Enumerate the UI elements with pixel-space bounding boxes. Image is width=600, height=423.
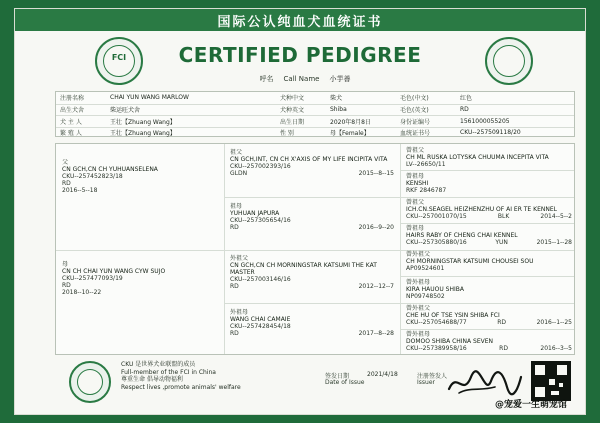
- entry-tag: 曾外祖父: [406, 305, 431, 312]
- footer-en-line2: Respect lives ,promote animals' welfare: [121, 383, 241, 391]
- entry-name: DOMOO SHIBA CHINA SEVEN: [406, 337, 494, 345]
- entry-reg: RKF 2846787: [406, 186, 447, 194]
- qr-corner: [557, 365, 567, 375]
- fci-logo: [95, 37, 143, 85]
- entry-tag: 祖父: [230, 149, 243, 156]
- entry-meta-line: [406, 346, 572, 353]
- pedigree-col-divider: [400, 144, 401, 354]
- entry-reg: CKU--257477093/19: [62, 274, 123, 282]
- info-value: CKU--257509118/20: [460, 129, 521, 137]
- call-name-label-en: Call Name: [283, 75, 320, 83]
- entry-meta-line: [406, 214, 572, 221]
- issue-date-label: 签发日期: [325, 373, 350, 380]
- grandparent: [230, 204, 394, 232]
- grandparent: [230, 310, 394, 338]
- entry-color: RD: [497, 318, 507, 326]
- footer-cn-line1: CKU 是世界犬业联盟的成员: [121, 361, 196, 368]
- entry-tag: 曾祖母: [406, 173, 425, 180]
- entry-reg: AP09524601: [406, 264, 445, 272]
- info-key: 性 别: [280, 130, 294, 138]
- info-value: 红色: [460, 95, 473, 103]
- entry-reg: CKU--257305880/16: [406, 238, 467, 246]
- entry-date: 2017--8--28: [358, 329, 394, 337]
- entry-name: KIRA HAUOU SHIBA: [406, 285, 464, 293]
- entry-name: CH ML RUSKA LOTYSKA CHUUMA INCEPITA VITA: [406, 153, 549, 161]
- entry-reg: LV--26650/11: [406, 160, 446, 168]
- grandparent: [230, 150, 394, 178]
- entry-reg: CKU--257389958/16: [406, 344, 467, 352]
- info-value: 王壮【Zhuang Wang】: [110, 118, 176, 126]
- entry-name: CH MORNINGSTAR KATSUMI CHOUSEI SOU: [406, 257, 534, 265]
- entry-date: 2016--3--5: [540, 344, 572, 352]
- call-name-label: 呼名: [259, 75, 274, 83]
- qr-module: [549, 379, 555, 385]
- info-row: [56, 104, 574, 116]
- entry-tag: 曾外祖母: [406, 279, 431, 286]
- dog-info-block: [55, 91, 575, 137]
- issue-date-label-en: Date of Issue: [325, 379, 365, 386]
- entry-color: BLK: [497, 212, 510, 220]
- info-value: 柴运旺犬舍: [110, 107, 141, 115]
- entry-color: RD: [499, 344, 508, 352]
- info-key: 血统证书号: [400, 130, 431, 138]
- pedigree-row-divider: [400, 223, 574, 224]
- pedigree-col-divider: [224, 144, 225, 354]
- entry-tag: 曾祖父: [406, 147, 425, 154]
- great-grandparent: [406, 252, 572, 273]
- pedigree-row-divider: [400, 170, 574, 171]
- grandparent: [230, 256, 394, 290]
- entry-color: RD: [62, 179, 71, 187]
- entry-tag: 母: [62, 261, 69, 268]
- entry-reg: CKU--257305654/16: [230, 216, 291, 224]
- entry-date: 2016--9--20: [358, 223, 394, 231]
- entry-tag: 外祖母: [230, 309, 249, 316]
- info-row: [56, 127, 574, 139]
- call-name: [235, 73, 375, 85]
- footer-text: [121, 361, 311, 403]
- entry-tag: 曾外祖父: [406, 251, 431, 258]
- issuer-label-en: Issuer: [417, 379, 435, 386]
- entry-date: 2012--12--7: [358, 282, 394, 290]
- info-value: 1561000055205: [460, 117, 510, 125]
- entry-meta-line: [406, 240, 572, 247]
- footer-cn-line2: 尊重生命 倡导动物福利: [121, 376, 183, 383]
- entry-meta-line: [230, 225, 394, 232]
- great-grandparent: [406, 148, 572, 169]
- qr-code: [531, 361, 571, 401]
- fci-logo-text: FCI: [111, 53, 127, 62]
- great-grandparent: [406, 226, 572, 247]
- entry-color: RD: [62, 281, 71, 289]
- entry-tag: 曾祖母: [406, 225, 425, 232]
- pedigree-row-divider: [56, 250, 574, 251]
- title-cn: 国际公认纯血犬血统证书: [217, 15, 383, 30]
- entry-color: RD: [230, 282, 239, 290]
- parent-dam: [62, 262, 218, 296]
- entry-date: 2015--8--15: [358, 169, 394, 177]
- info-row: [56, 115, 574, 127]
- info-value: 2020年8月8日: [330, 118, 371, 126]
- info-value: 母【Female】: [330, 130, 370, 138]
- certificate-sheet: [14, 8, 586, 415]
- entry-color: RD: [230, 329, 239, 337]
- entry-tag: 祖母: [230, 203, 243, 210]
- great-grandparent: [406, 200, 572, 221]
- emblem-logo: [485, 37, 533, 85]
- info-key: 繁 殖 人: [60, 130, 82, 138]
- entry-name: ICH.CN.SEAGEL HEIZHENZHU OF AI ER TE KENNEL: [406, 205, 557, 213]
- pedigree-row-divider: [224, 197, 574, 198]
- entry-name: WANG CHAI CAMAIE: [230, 315, 291, 323]
- entry-name: CN GCH,INT, CN CH X'AXIS OF MY LIFE INCIPITA VITA: [230, 155, 388, 163]
- entry-color: RD: [230, 223, 239, 231]
- entry-name: KENSHI: [406, 179, 429, 187]
- entry-name: CHE HU OF TSE YSIN SHIBA FCI: [406, 311, 500, 319]
- info-key: 出生犬舍: [60, 107, 85, 115]
- info-value: 王壮【Zhuang Wang】: [110, 130, 176, 138]
- info-value: CHAI YUN WANG MARLOW: [110, 94, 189, 102]
- entry-reg: NP09748502: [406, 292, 445, 300]
- entry-date: 2018--10--22: [62, 288, 102, 296]
- entry-date: 2016--5--18: [62, 186, 98, 194]
- qr-corner: [535, 365, 545, 375]
- info-value: 柴犬: [330, 95, 343, 103]
- entry-meta-line: [230, 171, 394, 178]
- info-value: RD: [460, 106, 469, 114]
- issue-date-value: 2021/4/18: [367, 371, 398, 378]
- entry-meta-line: [230, 284, 394, 291]
- pedigree-table: [55, 143, 575, 355]
- call-name-value: 小芋善: [329, 75, 351, 83]
- info-value: Shiba: [330, 106, 347, 114]
- great-grandparent: [406, 280, 572, 301]
- entry-name: CN GCH,CN CH YUHUANSELENA: [62, 165, 158, 173]
- info-row: [56, 92, 574, 104]
- info-key: 犬种中文: [280, 95, 305, 103]
- entry-name: CN GCH,CN CH MORNINGSTAR KATSUMI THE KAT MASTER: [230, 261, 377, 276]
- info-key: 毛色(中文): [400, 95, 429, 103]
- entry-reg: CKU--257002393/16: [230, 162, 291, 170]
- entry-reg: CKU--257452823/18: [62, 172, 123, 180]
- great-grandparent: [406, 306, 572, 327]
- pedigree-row-divider: [400, 329, 574, 330]
- entry-date: 2016--1--25: [536, 318, 572, 326]
- entry-date: 2014--5--2: [540, 212, 572, 220]
- qr-module: [551, 391, 559, 395]
- emblem-logo-inner: [493, 45, 525, 77]
- footer-en-line1: Full-member of the FCI in China: [121, 368, 216, 376]
- great-grandparent: [406, 174, 572, 195]
- entry-tag: 曾外祖母: [406, 331, 431, 338]
- entry-tag: 外祖父: [230, 255, 249, 262]
- signature: [445, 363, 525, 401]
- qr-module: [559, 383, 563, 387]
- entry-reg: CKU--257054688/77: [406, 318, 467, 326]
- info-key: 身份证编号: [400, 118, 431, 126]
- entry-name: YUHUAN JAPURA: [230, 209, 280, 217]
- info-key: 注册名称: [60, 95, 85, 103]
- entry-color: YUN: [495, 238, 508, 246]
- info-key: 犬 主 人: [60, 118, 82, 126]
- info-key: 出生日期: [280, 118, 305, 126]
- entry-name: CN CH CHAI YUN WANG CYW SUJO: [62, 267, 166, 275]
- watermark: @宠爱一生萌宠馆: [494, 400, 567, 410]
- pedigree-row-divider: [224, 303, 574, 304]
- entry-meta-line: [406, 320, 572, 327]
- title-en: CERTIFIED PEDIGREE: [178, 43, 422, 67]
- cku-logo: [69, 361, 111, 403]
- qr-corner: [535, 387, 545, 397]
- entry-tag: 父: [62, 159, 69, 166]
- entry-reg: CKU--257001070/15: [406, 212, 467, 220]
- entry-name: HAIRS RABY OF CHENG CHAI KENNEL: [406, 231, 518, 239]
- parent-sire: [62, 160, 218, 194]
- pedigree-row-divider: [400, 276, 574, 277]
- entry-color: GLDN: [230, 169, 248, 177]
- info-key: 毛色(英文): [400, 107, 429, 115]
- entry-reg: CKU--257003146/16: [230, 275, 291, 283]
- info-key: 犬种英文: [280, 107, 305, 115]
- entry-reg: CKU--257428454/18: [230, 322, 291, 330]
- great-grandparent: [406, 332, 572, 353]
- entry-date: 2015--1--28: [536, 238, 572, 246]
- entry-meta-line: [230, 331, 394, 338]
- issuer-label: 注册签发人: [417, 373, 448, 380]
- cku-logo-inner: [77, 369, 103, 395]
- entry-tag: 曾祖父: [406, 199, 425, 206]
